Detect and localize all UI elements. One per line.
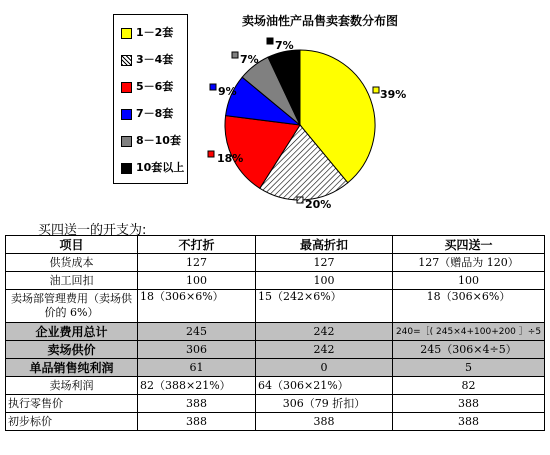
slice-label-swatch xyxy=(297,197,303,203)
slice-value-label: 9% xyxy=(218,85,237,98)
cell: 388 xyxy=(138,395,256,413)
cell: 61 xyxy=(138,359,256,377)
cell: 388 xyxy=(256,413,393,431)
cell: 127（赠品为 120） xyxy=(393,254,545,272)
cell: 0 xyxy=(256,359,393,377)
table-row xyxy=(6,341,545,359)
table-row xyxy=(6,290,545,323)
legend-swatch xyxy=(121,109,132,120)
cell: 127 xyxy=(256,254,393,272)
cell: 388 xyxy=(138,413,256,431)
legend-label: 7－8套 xyxy=(136,107,174,120)
legend-label: 10套以上 xyxy=(136,161,185,174)
row-label: 企业费用总计 xyxy=(6,323,138,341)
cell: 15（242×6%） xyxy=(256,290,393,323)
row-label: 卖场利润 xyxy=(6,377,138,395)
slice-label-swatch xyxy=(210,84,216,90)
cell: 82 xyxy=(393,377,545,395)
slice-label-swatch xyxy=(373,87,379,93)
table-row xyxy=(6,254,545,272)
row-label: 卖场部管理费用（卖场供价的 6%） xyxy=(6,290,138,323)
row-label: 油工回扣 xyxy=(6,272,138,290)
cell: 18（306×6%） xyxy=(393,290,545,323)
header-max-discount: 最高折扣 xyxy=(256,236,393,254)
row-label: 初步标价 xyxy=(6,413,138,431)
cell: 242 xyxy=(256,323,393,341)
table-row xyxy=(6,413,545,431)
cell: 100 xyxy=(138,272,256,290)
table-row xyxy=(6,395,545,413)
cell: 127 xyxy=(138,254,256,272)
cell: 82（388×21%） xyxy=(138,377,256,395)
cell: 100 xyxy=(393,272,545,290)
header-no-discount: 不打折 xyxy=(138,236,256,254)
slice-value-label: 20% xyxy=(305,198,332,211)
cell: 306（79 折扣） xyxy=(256,395,393,413)
legend-swatch xyxy=(121,55,132,66)
cell: 242 xyxy=(256,341,393,359)
slice-value-label: 7% xyxy=(275,39,294,52)
header-item: 项目 xyxy=(6,236,138,254)
legend-label: 5－6套 xyxy=(136,80,174,93)
table-header-row xyxy=(6,236,545,254)
table-row xyxy=(6,272,545,290)
slice-value-label: 39% xyxy=(380,88,407,101)
slice-value-label: 18% xyxy=(217,152,244,165)
cell: 64（306×21%） xyxy=(256,377,393,395)
pie-chart-svg xyxy=(0,0,550,215)
slice-label-swatch xyxy=(267,38,273,44)
legend-swatch xyxy=(121,28,132,39)
cell: 388 xyxy=(393,413,545,431)
table-row xyxy=(6,323,545,341)
row-label: 卖场供价 xyxy=(6,341,138,359)
row-label: 供货成本 xyxy=(6,254,138,272)
cell: 306 xyxy=(138,341,256,359)
cell: 240=［( 245×4+100+200 ］÷5 xyxy=(393,323,545,341)
table-caption: 买四送一的开支为: xyxy=(38,223,147,238)
cell: 18（306×6%） xyxy=(138,290,256,323)
slice-value-label: 7% xyxy=(240,53,259,66)
chart-legend xyxy=(113,14,188,184)
legend-label: 8－10套 xyxy=(136,134,181,147)
legend-swatch xyxy=(121,82,132,93)
cell: 245（306×4÷5） xyxy=(393,341,545,359)
slice-label-swatch xyxy=(232,52,238,58)
legend-swatch xyxy=(121,163,132,174)
header-buy4-get1: 买四送一 xyxy=(393,236,545,254)
legend-label: 1－2套 xyxy=(136,26,174,39)
table-row xyxy=(6,359,545,377)
cost-comparison-table xyxy=(5,235,545,431)
row-label: 执行零售价 xyxy=(6,395,138,413)
chart-title: 卖场油性产品售卖套数分布图 xyxy=(241,14,399,28)
pie-chart xyxy=(0,0,550,215)
cell: 5 xyxy=(393,359,545,377)
legend-label: 3－4套 xyxy=(136,53,174,66)
slice-label-swatch xyxy=(208,151,214,157)
cell: 245 xyxy=(138,323,256,341)
cell: 100 xyxy=(256,272,393,290)
legend-swatch xyxy=(121,136,132,147)
row-label: 单品销售纯利润 xyxy=(6,359,138,377)
cell: 388 xyxy=(393,395,545,413)
table-row xyxy=(6,377,545,395)
